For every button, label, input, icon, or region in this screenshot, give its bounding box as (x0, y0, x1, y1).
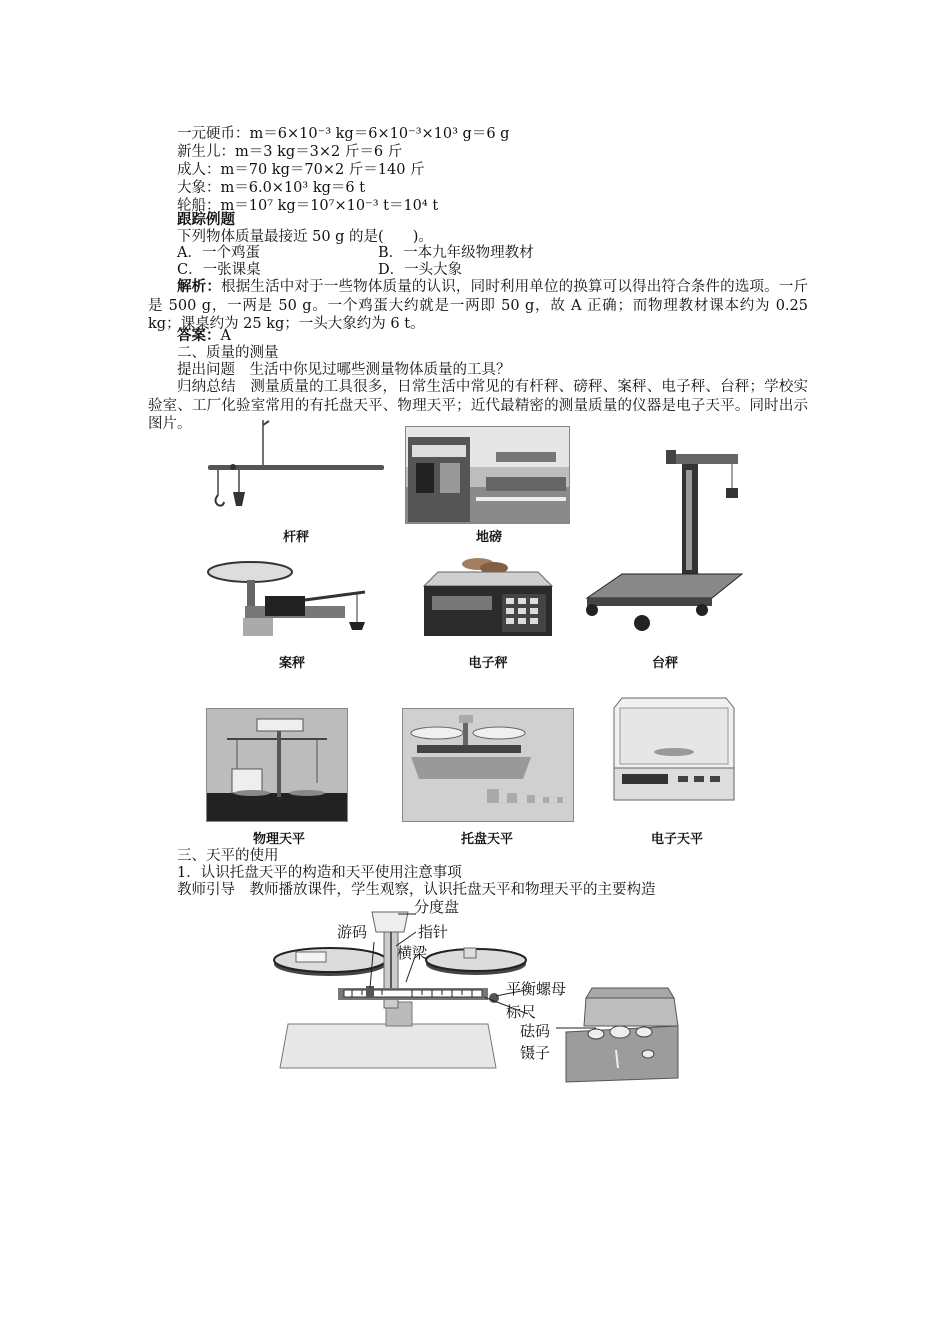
label-weights: 砝码 (520, 1022, 551, 1040)
section2-question: 提出问题 生活中你见过哪些测量物体质量的工具？ (177, 362, 511, 378)
example-question: 下列物体质量最接近 50 g 的是( )。 (177, 229, 433, 245)
physics-balance-caption: 物理天平 (252, 832, 305, 847)
steelyard-caption: 杆秤 (282, 530, 309, 545)
tray-balance-image (402, 708, 574, 822)
electronic-balance-caption: 电子天平 (650, 832, 703, 847)
answer-value: A (220, 328, 231, 344)
analysis-label: 解析： (177, 278, 222, 295)
answer-label: 答案： (177, 327, 221, 344)
example-heading: 跟踪例题 (177, 211, 235, 228)
weighbridge-image (405, 426, 570, 524)
physics-balance-image (206, 708, 348, 822)
platform-scale-caption: 台秤 (651, 656, 678, 671)
label-pointer: 指针 (418, 923, 449, 941)
counter-scale-image (205, 556, 380, 641)
section3-title: 三、天平的使用 (177, 848, 279, 864)
section3-item1: 1．认识托盘天平的构造和天平使用注意事项 (177, 865, 462, 881)
tray-balance-caption: 托盘天平 (460, 832, 513, 847)
elephant-line: 大象：m＝6.0×10³ kg＝6 t (177, 180, 366, 196)
option-b: B．一本九年级物理教材 (378, 245, 534, 261)
adult-line: 成人：m＝70 kg＝70×2 斤＝140 斤 (177, 162, 425, 178)
answer-line (177, 327, 231, 345)
section2-title: 二、质量的测量 (177, 345, 279, 361)
label-scale: 标尺 (506, 1003, 537, 1021)
option-a: A．一个鸡蛋 (177, 245, 260, 261)
label-beam: 横梁 (397, 944, 428, 962)
coin-line: 一元硬币：m＝6×10⁻³ kg＝6×10⁻³×10³ g＝6 g (177, 126, 510, 142)
label-dial: 分度盘 (414, 898, 460, 916)
baby-line: 新生儿：m＝3 kg＝3×2 斤＝6 斤 (177, 144, 403, 160)
steelyard-image (203, 420, 388, 515)
balance-structure-diagram (266, 902, 686, 1084)
electronic-balance-image (608, 690, 740, 802)
electronic-scale-image (418, 550, 556, 638)
analysis-text: 根据生活中对于一些物体质量的认识，同时利用单位的换算可以得出符合条件的选项。一斤是 500 g，一两是 50 g。一个鸡蛋大约就是一两即 50 g，故 A 正确；而物理教材课本约为 0.25 kg；课桌约为 25 kg；一头大象约为 6 t。 (148, 279, 809, 332)
label-nut: 平衡螺母 (506, 980, 567, 998)
counter-scale-caption: 案秤 (278, 656, 305, 671)
option-d: D．一头大象 (378, 262, 463, 278)
weighbridge-caption: 地磅 (475, 530, 502, 545)
electronic-scale-caption: 电子秤 (468, 656, 508, 671)
analysis-paragraph (148, 278, 808, 334)
label-tweezers: 镊子 (520, 1044, 551, 1062)
section3-guide: 教师引导 教师播放课件，学生观察，认识托盘天平和物理天平的主要构造 (177, 882, 656, 898)
label-rider: 游码 (337, 923, 368, 941)
summary-text: 归纳总结 测量质量的工具很多，日常生活中常见的有杆秤、磅秤、案秤、电子秤、台秤；学校实验室、工厂化验室常用的有托盘天平、物理天平；近代最精密的测量质量的仪器是电子天平。同时出示图片。 (148, 379, 808, 432)
option-c: C．一张课桌 (177, 262, 261, 278)
platform-scale-image (582, 448, 747, 633)
ship-line: 轮船：m＝10⁷ kg＝10⁷×10⁻³ t＝10⁴ t (177, 198, 439, 214)
